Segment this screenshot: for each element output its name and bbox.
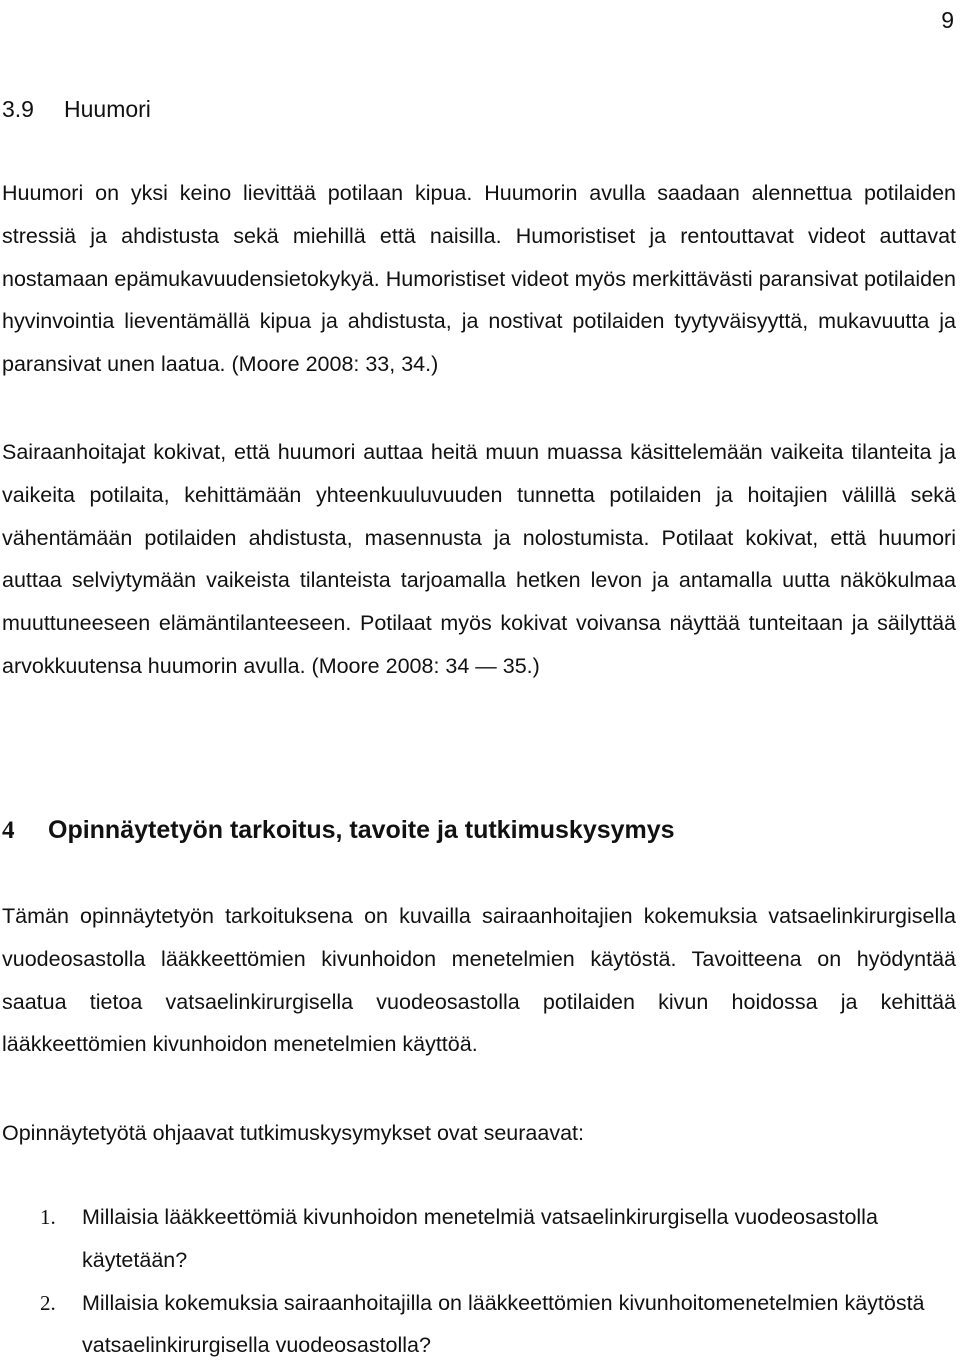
research-questions-list <box>2 1196 956 1367</box>
chapter-number: 4 <box>2 817 15 844</box>
list-item <box>2 1282 956 1367</box>
list-item-text: Millaisia kokemuksia sairaanhoitajilla on lääkkeettömien kivunhoitomenetelmien käytöstä vatsaelinkirurgisella vuodeosastolla? <box>82 1290 925 1358</box>
chapter-title: Opinnäytetyön tarkoitus, tavoite ja tutkimuskysymys <box>48 816 675 844</box>
paragraph-research-questions-intro: Opinnäytetyötä ohjaavat tutkimuskysymykset ovat seuraavat: <box>2 1121 584 1145</box>
chapter-heading-4 <box>2 812 675 849</box>
paragraph-humor-pain-relief: Huumori on yksi keino lievittää potilaan kipua. Huumorin avulla saadaan alennettua potilaiden stressiä ja ahdistusta sekä miehillä että naisilla. Humoristiset ja rentouttavat videot auttavat nostamaan epämukavuudensietokykyä. Humoristiset videot myös merkittävästi paransivat potilaiden hyvinvointia lieventämällä kipua ja ahdistusta, ja nostivat potilaiden tyytyväisyyttä, mukavuutta ja paransivat unen laatua. (Moore 2008: 33, 34.) <box>2 181 956 377</box>
list-item-text: Millaisia lääkkeettömiä kivunhoidon menetelmiä vatsaelinkirurgisella vuodeosastolla käytetään? <box>82 1205 878 1272</box>
list-marker: 1. <box>40 1205 56 1229</box>
section-number: 3.9 <box>2 96 34 122</box>
page-number: 9 <box>941 7 954 33</box>
list-item <box>2 1196 956 1282</box>
section-title: Huumori <box>64 96 151 122</box>
paragraph-nurses-humor: Sairaanhoitajat kokivat, että huumori auttaa heitä muun muassa käsittelemään vaikeita tilanteita ja vaikeita potilaita, kehittämään yhteenkuuluvuuden tunnetta potilaiden ja hoitajien välillä sekä vähentämään potilaiden ahdistusta, masennusta ja nolostumista. Potilaat kokivat, että huumori auttaa selviytymään vaikeista tilanteista tarjoamalla hetken levon ja antamalla uutta näkökulmaa muuttuneeseen elämäntilanteeseen. Potilaat myös kokivat voivansa näyttää tunteitaan ja säilyttää arvokkuutensa huumorin avulla. (Moore 2008: 34 — 35.) <box>2 440 956 678</box>
section-heading-3-9 <box>2 94 151 124</box>
list-marker: 2. <box>40 1290 56 1315</box>
paragraph-purpose-goal: Tämän opinnäytetyön tarkoituksena on kuvailla sairaanhoitajien kokemuksia vatsaelinkirurgisella vuodeosastolla lääkkeettömien kivunhoidon menetelmien käytöstä. Tavoitteena on hyödyntää saatua tietoa vatsaelinkirurgisella vuodeosastolla potilaiden kivun hoidossa ja kehittää lääkkeettömien kivunhoidon menetelmien käyttöä. <box>2 904 956 1057</box>
